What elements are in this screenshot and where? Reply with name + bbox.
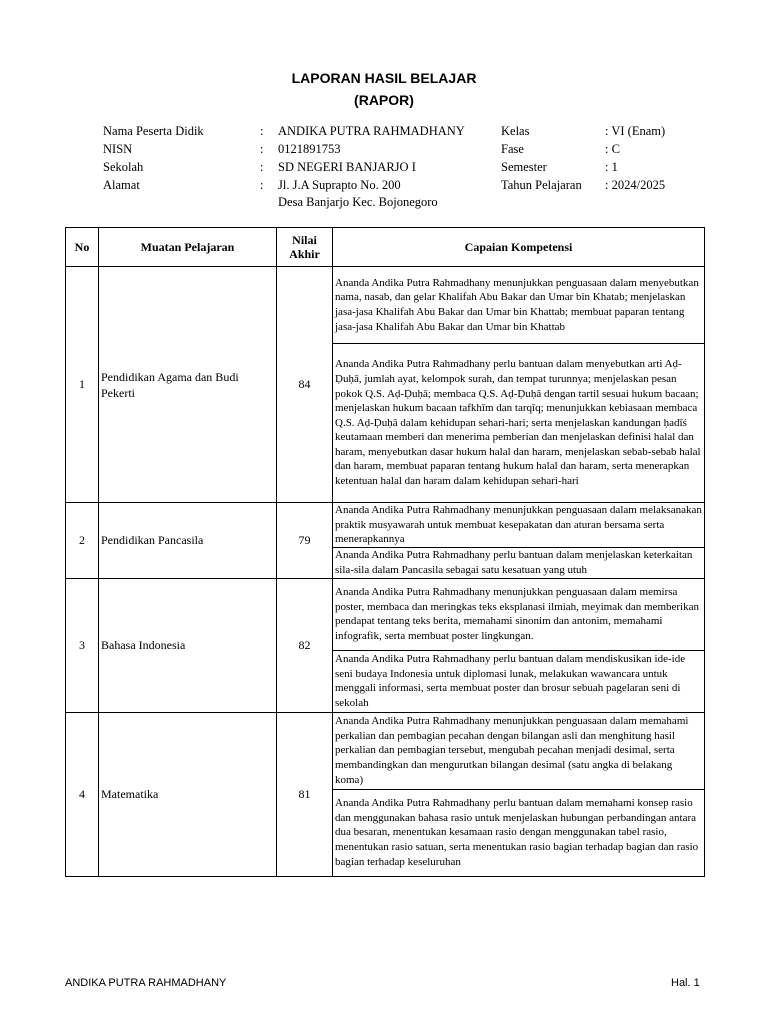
table-row [66, 503, 705, 548]
header-no: No [66, 228, 99, 267]
report-title: LAPORAN HASIL BELAJAR [291, 70, 477, 86]
header-score-line-1: Nilai [292, 233, 317, 247]
address-colon: : [260, 178, 264, 192]
row-competency-achieved: Ananda Andika Putra Rahmadhany menunjukkan penguasaan dalam melaksanakan praktik musyawarah untuk membuat kesepakatan dan aturan bersama serta menerapkannya [333, 503, 705, 548]
row-competency-needs-help: Ananda Andika Putra Rahmadhany perlu bantuan dalam mendiskusikan ide-ide seni budaya Indonesia untuk diplomasi lunak, melakukan wawancara untuk menggali informasi, serta membuat poster dan brosur sebuah pagelaran seni di sekolah [333, 650, 705, 712]
address-line-1: Jl. J.A Suprapto No. 200 [278, 178, 401, 192]
footer-student-name: ANDIKA PUTRA RAHMADHANY [65, 977, 227, 989]
row-no: 2 [66, 503, 99, 579]
row-no: 1 [66, 267, 99, 503]
row-no: 3 [66, 578, 99, 712]
row-competency-needs-help: Ananda Andika Putra Rahmadhany perlu bantuan dalam menyebutkan arti Aḍ-Ḍuḥā, jumlah ayat, kelompok surah, dan tempat turunnya; menjelaskan pesan pokok Q.S. Aḍ-Ḍuḥā; membaca Q.S. Aḍ-Ḍuḥā dengan tartil sesuai hukum bacaan; menjelaskan hukum bacaan tafkhīm dan tarqīq; menunjukkan kebiasaan membaca Q.S. Aḍ-Ḍuḥā dalam kehidupan sehari-hari; serta menjelaskan kandungan ḥadīś keutamaan memberi dan menerima pemberian dan menjelaskan definisi halal dan haram, menyebutkan dasar hukum halal dan haram, menjelaskan sebab-sebab halal dan haram, membuat paparan tentang hukum halal dan haram, serta menerapkan ketentuan halal dan haram dalam kehidupan sehari-hari [333, 344, 705, 503]
phase-value: : C [605, 142, 620, 156]
table-row [66, 712, 705, 789]
school-label: Sekolah [103, 160, 144, 174]
table-row [66, 267, 705, 344]
nisn-colon: : [260, 142, 264, 156]
header-subject: Muatan Pelajaran [99, 228, 277, 267]
row-score: 79 [277, 503, 333, 579]
row-subject: Pendidikan Pancasila [99, 503, 277, 579]
row-competency-achieved: Ananda Andika Putra Rahmadhany menunjukkan penguasaan dalam menyebutkan nama, nasab, dan gelar Khalifah Abu Bakar dan Umar bin Khatab; menjelaskan jasa-jasa Khalifah Abu Bakar dan Umar bin Khattab; membuat paparan tentang jasa-jasa Khalifah Abu Bakar dan Umar bin Khattab [333, 267, 705, 344]
header-score [277, 228, 333, 267]
row-competency-needs-help: Ananda Andika Putra Rahmadhany perlu bantuan dalam memahami konsep rasio dan menggunakan bahasa rasio untuk menjelaskan hubungan perbandingan antara dua besaran, menentukan kesamaan rasio dengan menggunakan tabel rasio, menentukan rasio satuan, serta menentukan rasio bagian terhadap bagian dan rasio bagian terhadap keseluruhan [333, 789, 705, 876]
school-value: SD NEGERI BANJARJO I [278, 160, 416, 174]
header-competency: Capaian Kompetensi [333, 228, 705, 267]
row-competency-needs-help: Ananda Andika Putra Rahmadhany perlu bantuan dalam menjelaskan keterkaitan sila-sila dalam Pancasila sebagai satu kesatuan yang utuh [333, 547, 705, 578]
row-score: 81 [277, 712, 333, 876]
student-name-value: ANDIKA PUTRA RAHMADHANY [278, 124, 465, 138]
row-score: 84 [277, 267, 333, 503]
header-score-line-2: Akhir [289, 247, 320, 261]
row-no: 4 [66, 712, 99, 876]
row-subject: Bahasa Indonesia [99, 578, 277, 712]
address-label: Alamat [103, 178, 140, 192]
year-label: Tahun Pelajaran [501, 178, 582, 192]
nisn-label: NISN [103, 142, 133, 156]
address-line-2: Desa Banjarjo Kec. Bojonegoro [278, 195, 438, 209]
class-value: : VI (Enam) [605, 124, 666, 138]
row-competency-achieved: Ananda Andika Putra Rahmadhany menunjukkan penguasaan dalam memahami perkalian dan pembagian pecahan dengan bilangan asli dan menghitung hasil perkalian dan pembagian tersebut, mengubah pecahan menjadi desimal, serta membandingkan dan mengurutkan bilangan desimal (satu angka di belakang koma) [333, 712, 705, 789]
student-name-colon: : [260, 124, 264, 138]
nisn-value: 0121891753 [278, 142, 341, 156]
semester-value: : 1 [605, 160, 618, 174]
row-subject: Pendidikan Agama dan Budi Pekerti [99, 267, 277, 503]
year-value: : 2024/2025 [605, 178, 666, 192]
grades-table [65, 227, 705, 877]
row-score: 82 [277, 578, 333, 712]
student-name-label: Nama Peserta Didik [103, 124, 204, 138]
row-subject: Matematika [99, 712, 277, 876]
phase-label: Fase [501, 142, 524, 156]
semester-label: Semester [501, 160, 547, 174]
school-colon: : [260, 160, 264, 174]
report-subtitle: (RAPOR) [354, 92, 414, 108]
footer-page-number: Hal. 1 [671, 977, 700, 989]
class-label: Kelas [501, 124, 530, 138]
table-header-row [66, 228, 705, 267]
row-competency-achieved: Ananda Andika Putra Rahmadhany menunjukkan penguasaan dalam memirsa poster, membaca dan meringkas teks eksplanasi ilmiah, meyimak dan memberikan pendapat tentang teks berita, memahami sinonim dan antonim, memahami infografik, serta membuat poster lingkungan. [333, 578, 705, 650]
table-row [66, 578, 705, 650]
